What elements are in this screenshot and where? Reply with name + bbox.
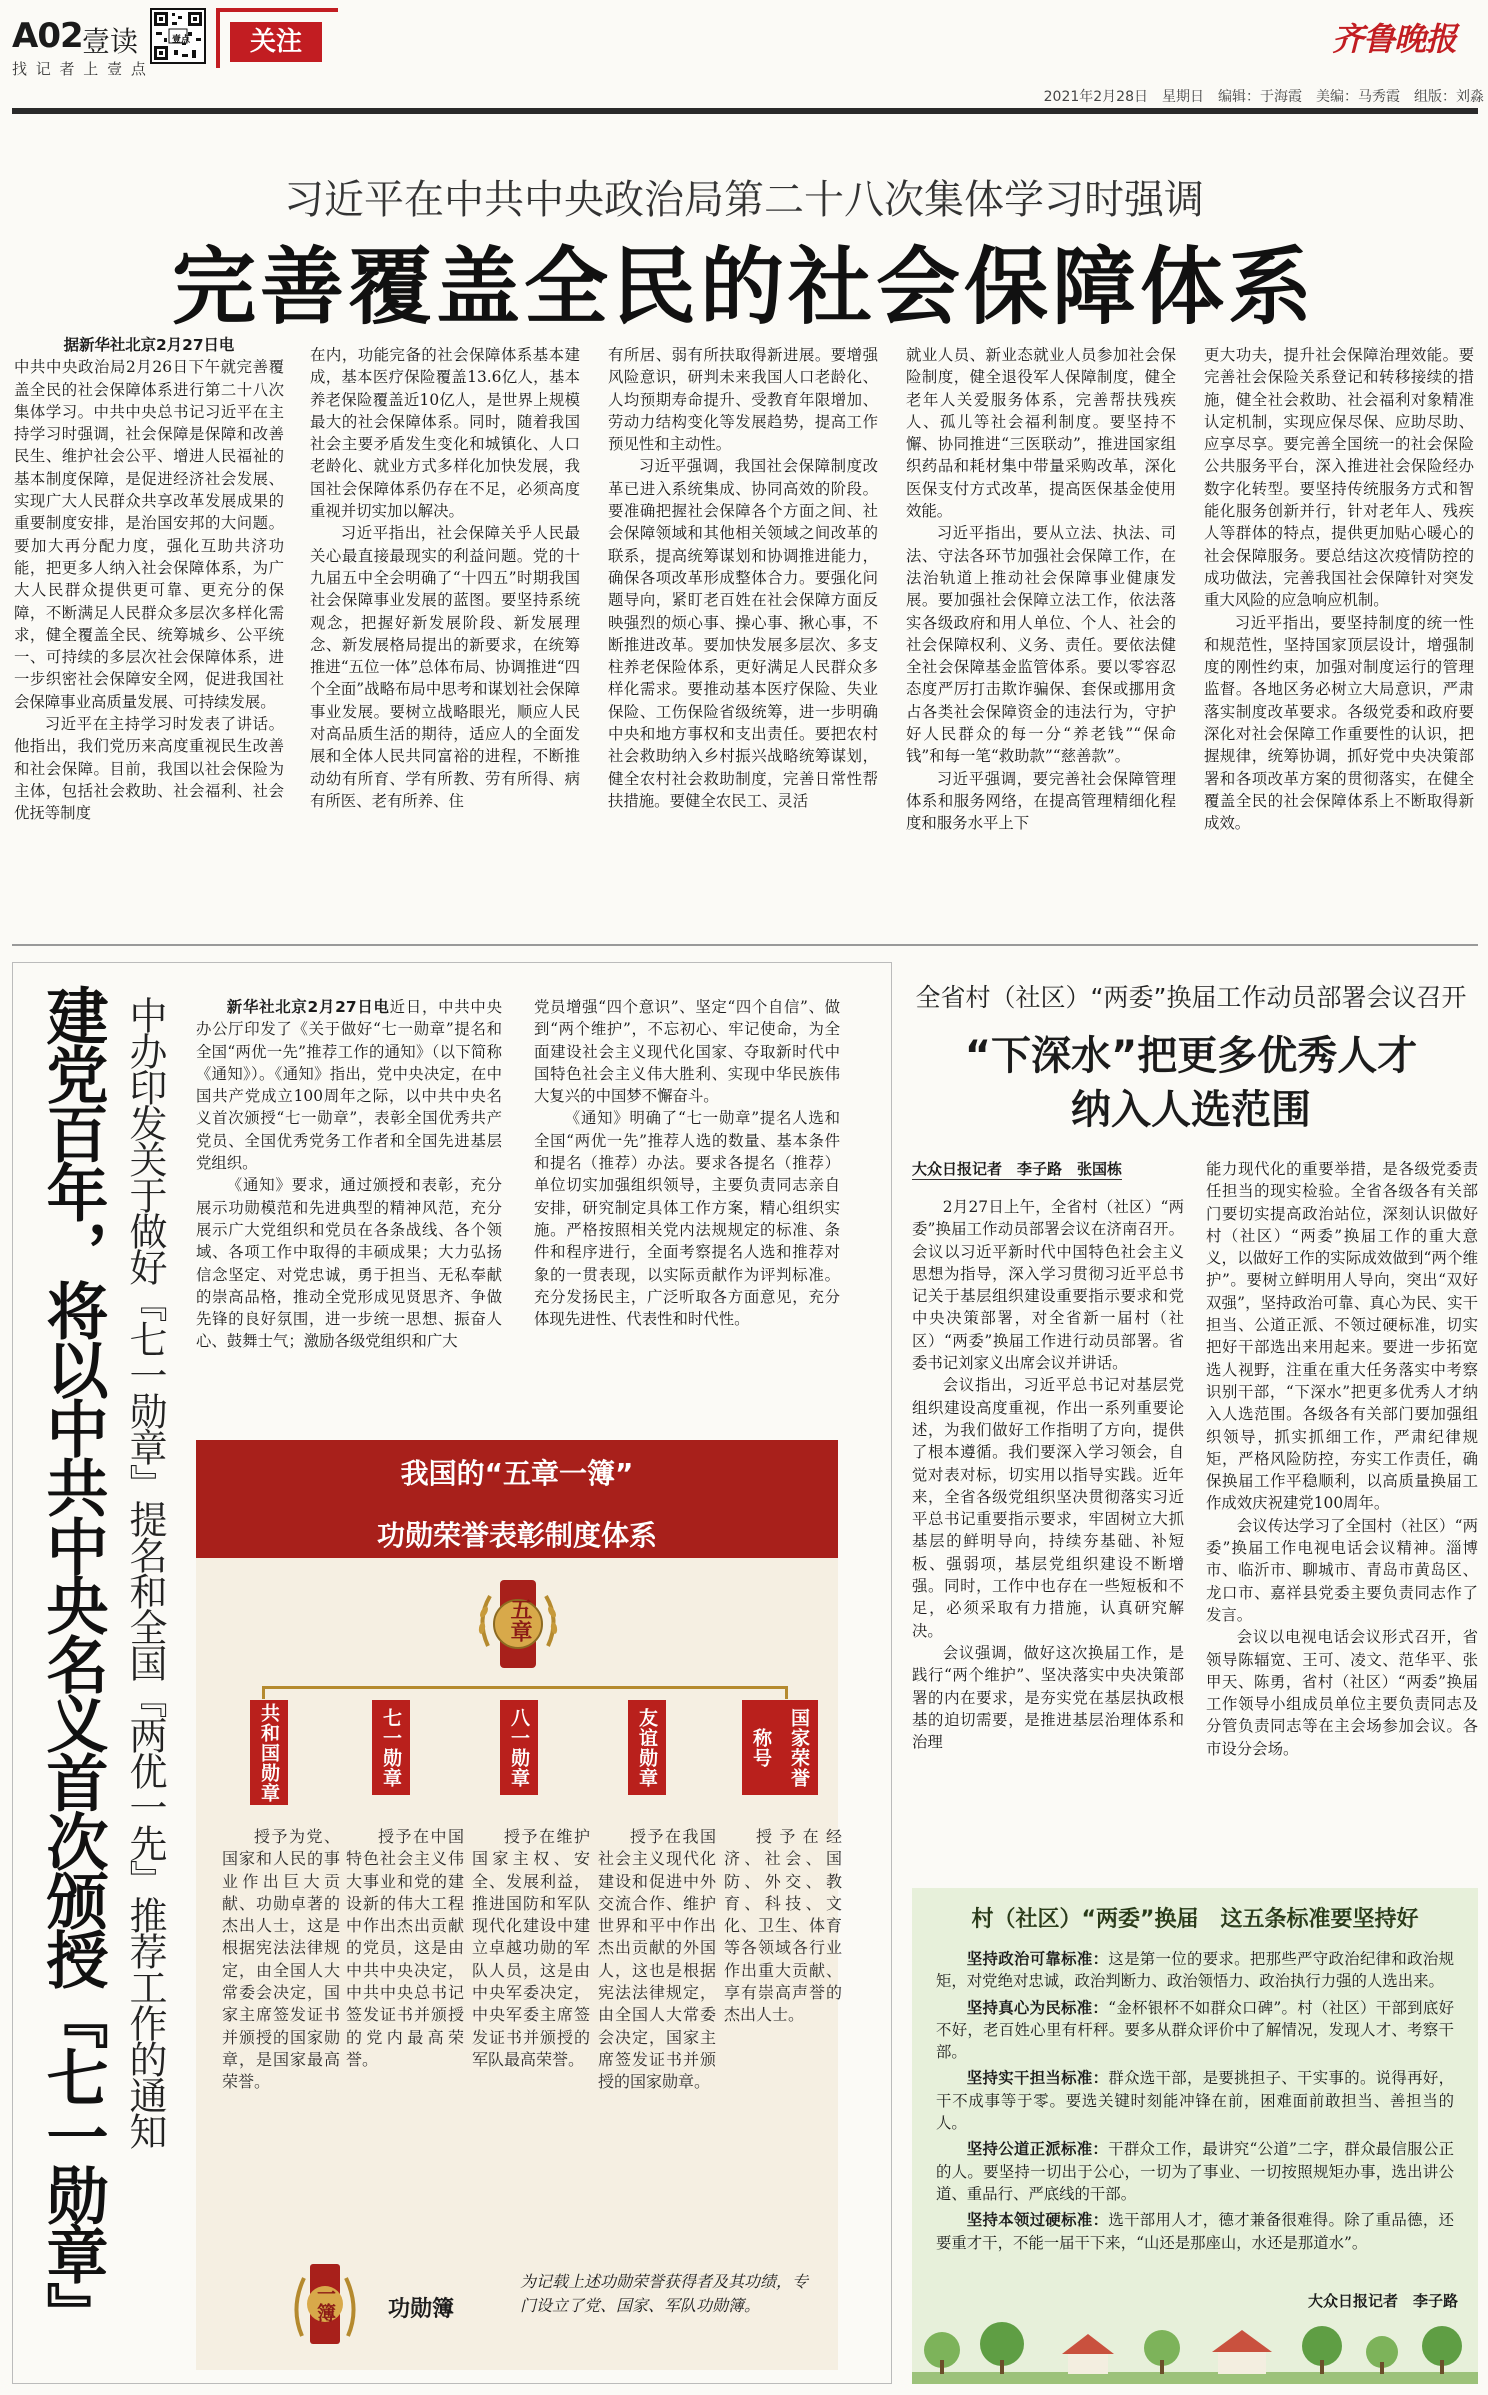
standard-text: 这是第一位的要求。把那些严守政治纪律和政治规矩，对党绝对忠诚，政治判断力、政治领悟力、政治执行力强的人选出来。 bbox=[936, 1950, 1454, 1991]
village-headline-line-1: “下深水”把更多优秀人才 bbox=[964, 1033, 1418, 1079]
page-number: A02 bbox=[12, 16, 83, 56]
qr-code[interactable] bbox=[150, 8, 206, 64]
medal-paragraph: 党员增强“四个意识”、坚定“四个自信”、做到“两个维护”，不忘初心、牢记使命，为全面建设社会主义现代化国家、夺取新时代中国特色社会主义伟大胜利、实现中华民族伟大复兴的中国梦不懈奋斗。 bbox=[534, 998, 840, 1106]
village-kicker: 全省村（社区）“两委”换届工作动员部署会议召开 bbox=[915, 983, 1467, 1012]
standard-label: 坚持本领过硬标准： bbox=[966, 2211, 1109, 2230]
medal-paragraph: 近日，中共中央办公厅印发了《关于做好“七一勋章”提名和全国“两优一先”推荐工作的通知》（以下简称《通知》）。《通知》指出，党中央决定，在中国共产党成立100周年之际，以中共中央名义首次颁授“七一勋章”，表彰全国优秀共产党员、全国优秀党务工作者和全国先进基层党组织。 bbox=[196, 998, 502, 1173]
honors-title-line-2: 功勋荣誉表彰制度体系 bbox=[376, 1519, 657, 1552]
lead-column-3 bbox=[608, 344, 878, 934]
lead-paragraph: 习近平指出，要从立法、执法、司法、守法各环节加强社会保障工作，在法治轨道上推动社会保障事业健康发展。要加强社会保障立法工作，依法落实各级政府和用人单位、个人、社会的社会保障权利、义务、责任。要依法健全社会保障基金监管体系。要以零容忍态度严厉打击欺诈骗保、套保或挪用贪占各类社会保障资金的违法行为，守护好人民群众的每一分“养老钱”“保命钱”和每一笔“救助款”“慈善款”。 bbox=[906, 524, 1176, 766]
standard-text: 选干部用人才，德才兼备很难得。除了重品德，还要重才干，不能一届干下来，“山还是那座山，水还是那道水”。 bbox=[936, 2211, 1454, 2252]
column-tag: 关注 bbox=[230, 22, 322, 62]
standard-label: 坚持公道正派标准： bbox=[966, 2140, 1109, 2159]
medal-dateline: 新华社北京2月27日电 bbox=[226, 998, 390, 1016]
honor-description-text: 授予在经济、社会、国防、外交、教育、科技、文化、卫生、体育等各领域各行业作出重大贡献、享有崇高声誉的杰出人士。 bbox=[724, 1827, 842, 2025]
honor-description bbox=[222, 1826, 340, 2226]
lead-column-4 bbox=[906, 344, 1176, 934]
lead-kicker: 习近平在中共中央政治局第二十八次集体学习时强调 bbox=[284, 177, 1204, 223]
lead-dateline: 据新华社北京2月27日电 bbox=[63, 336, 235, 354]
honors-title-line-1: 我国的“五章一簿” bbox=[400, 1457, 634, 1490]
honor-description bbox=[472, 1826, 590, 2226]
masthead-slogan: 找 记 者 上 壹 点 bbox=[12, 60, 148, 78]
standard-item bbox=[936, 2209, 1454, 2254]
lead-column-1 bbox=[14, 334, 284, 934]
standards-byline: 大众日报记者 李子路 bbox=[1307, 2292, 1458, 2310]
standard-label: 坚持政治可靠标准： bbox=[966, 1950, 1109, 1968]
village-paragraph: 2月27日上午，全省村（社区）“两委”换届工作动员部署会议在济南召开。会议以习近平新时代中国特色社会主义思想为指导，深入学习贯彻习近平总书记关于基层组织建设重要指示要求和党中央决策部署，对全省新一届村（社区）“两委”换届工作进行动员部署。省委书记刘家义出席会议并讲话。 bbox=[912, 1198, 1184, 1373]
honors-connector bbox=[262, 1686, 788, 1699]
lead-headline: 完善覆盖全民的社会保障体系 bbox=[171, 238, 1316, 336]
lead-paragraph: 在内，功能完备的社会保障体系基本建成，基本医疗保险覆盖13.6亿人，基本养老保险覆盖近10亿人，是世界上规模最大的社会保障体系。同时，随着我国社会主要矛盾发生变化和城镇化、人口老龄化、就业方式多样化加快发展，我国社会保障体系仍存在不足，必须高度重视并切实加以解决。 bbox=[310, 346, 580, 521]
merit-book-title: 功勋簿 bbox=[388, 2297, 455, 2322]
lead-paragraph: 中共中央政治局2月26日下午就完善覆盖全民的社会保障体系进行第二十八次集体学习。中共中央总书记习近平在主持学习时强调，社会保障是保障和改善民生、维护社会公平、增进人民福祉的基本制度保障，是促进经济社会发展、实现广大人民群众共享改革发展成果的重要制度安排，是治国安邦的大问题。要加大再分配力度，强化互助共济功能，把更多人纳入社会保障体系，为广大人民群众提供更可靠、更充分的保障，不断满足人民群众多层次多样化需求，健全覆盖全民、统筹城乡、公平统一、可持续的多层次社会保障体系，进一步织密社会保障安全网，促进我国社会保障事业高质量发展、可持续发展。 bbox=[14, 358, 284, 711]
standards-title: 村（社区）“两委”换届 这五条标准要坚持好 bbox=[971, 1907, 1419, 1932]
standard-item bbox=[936, 2138, 1454, 2205]
five-medals-emblem bbox=[470, 1576, 566, 1676]
lead-paragraph: 就业人员、新业态就业人员参加社会保险制度，健全退役军人保障制度，健全老年人关爱服务体系，完善帮扶残疾人、孤儿等社会福利制度。要坚持不懈、协同推进“三医联动”，推进国家组织药品和耗材集中带量采购改革，深化医保支付方式改革，提高医保基金使用效能。 bbox=[906, 346, 1176, 521]
standards-box bbox=[912, 1888, 1478, 2384]
masthead-rule bbox=[12, 108, 1478, 114]
medal-paragraph: 《通知》要求，通过颁授和表彰，充分展示功勋模范和先进典型的精神风范，充分展示广大党组织和党员在各条战线、各个领域、各项工作中取得的丰硕成果；大力弘扬信念坚定、对党忠诚，勇于担当、无私奉献的崇高品格，推动全党形成见贤思齐、争做先锋的良好氛围，进一步统一思想、振奋人心、鼓舞士气；激励各级党组织和广大 bbox=[196, 1176, 502, 1351]
standard-text: 干群众工作，最讲究“公道”二字，群众最信服公正的人。要坚持一切出于公心，一切为了事业、一切按照规矩办事，选出讲公道、重品行、严底线的干部。 bbox=[936, 2140, 1454, 2203]
lead-paragraph: 习近平在主持学习时发表了讲话。他指出，我们党历来高度重视民生改善和社会保障。目前，我国以社会保险为主体，包括社会救助、社会福利、社会优抚等制度 bbox=[14, 715, 284, 823]
village-paragraph: 会议强调，做好这次换届工作，是践行“两个维护”、坚决落实中央决策部署的内在要求，是夯实党在基层执政根基的迫切需要，是推进基层治理体系和治理 bbox=[912, 1643, 1184, 1752]
honor-title: 共和国勋章 bbox=[250, 1700, 288, 1805]
lead-column-2 bbox=[310, 344, 580, 934]
standard-text: 群众选干部，是要挑担子、干实事的。说得再好，干不成事等于零。要选关键时刻能冲锋在前，困难面前敢担当、善担当的人。 bbox=[936, 2069, 1454, 2133]
medal-headline-main: 建党百年，将以中共中央名义首次颁授『七一勋章』 bbox=[36, 984, 109, 2341]
five-medals-label: 五章 bbox=[507, 1598, 532, 1642]
standard-item bbox=[936, 1948, 1454, 1993]
village-paragraph: 会议指出，习近平总书记对基层党组织建设高度重视，作出一系列重要论述，为我们做好工作指明了方向，提供了根本遵循。我们要深入学习领会，自觉对表对标，切实用以指导实践。近年来，全省各级党组织坚决贯彻落实习近平总书记重要指示要求，牢固树立大抓基层的鲜明导向，持续夯基础、补短板、强弱项，基层党组织建设不断增强。同时，工作中也存在一些短板和不足，必须采取有力措施，认真研究解决。 bbox=[912, 1376, 1184, 1640]
honor-description-text: 授予为党、国家和人民的事业作出巨大贡献、功勋卓著的杰出人士，这是根据宪法法律规定，由全国人大常委会决定，国家主席签发证书并颁授的国家勋章，是国家最高荣誉。 bbox=[222, 1827, 340, 2092]
merit-book-text: 为记载上述功勋荣誉获得者及其功绩，专门设立了党、国家、军队功勋簿。 bbox=[520, 2272, 809, 2315]
lead-paragraph: 习近平指出，要坚持制度的统一性和规范性，坚持国家顶层设计，增强制度的刚性约束，加强对制度运行的管理监督。各地区务必树立大局意识，严肃落实制度改革要求。各级党委和政府要深化对社会保障工作重要性的认识，把握规律，统筹协调，抓好党中央决策部署和各项改革方案的贯彻落实，在健全覆盖全民的社会保障体系上不断取得新成效。 bbox=[1204, 613, 1474, 833]
medal-headline-sub: 中办印发关于做好『七一勋章』提名和全国『两优一先』推荐工作的通知 bbox=[123, 996, 167, 2148]
honor-description-text: 授予在中国特色社会主义伟大事业和党的建设新的伟大工程中作出杰出贡献的党员，这是由中共中央决定，中共中央总书记签发证书并颁授的党内最高荣誉。 bbox=[346, 1827, 464, 2069]
paper-name-logo: 齐鲁晚报 bbox=[1332, 20, 1457, 58]
merit-book-label: 一簿 bbox=[314, 2284, 336, 2322]
medal-column-2 bbox=[534, 996, 840, 1418]
village-headline-line-2: 纳入人选范围 bbox=[1071, 1087, 1311, 1133]
qr-code-label: 壹点 bbox=[172, 35, 191, 45]
lead-paragraph: 习近平强调，我国社会保障制度改革已进入系统集成、协同高效的阶段。要准确把握社会保障各个方面之间、社会保障领域和其他相关领域之间改革的联系，提高统筹谋划和协调推进能力，确保各项改革形成整体合力。要强化问题导向，紧盯老百姓在社会保障方面反映强烈的烦心事、操心事、揪心事，不断推进改革。要加快发展多层次、多支柱养老保险体系，更好满足人民群众多样化需求。要推动基本医疗保险、失业保险、工伤保险省级统筹，进一步明确中央和地方事权和支出责任。要把农村社会救助纳入乡村振兴战略统筹谋划，健全农村社会救助制度，完善日常性帮扶措施。要健全农民工、灵活 bbox=[608, 457, 878, 810]
standard-item bbox=[936, 2067, 1454, 2134]
honor-title: 八一勋章 bbox=[500, 1700, 538, 1795]
honor-title: 七一勋章 bbox=[372, 1700, 410, 1795]
merit-book-emblem bbox=[290, 2258, 360, 2348]
village-paragraph: 能力现代化的重要举措，是各级党委责任担当的现实检验。全省各级各有关部门要切实提高政治站位，深刻认识做好村（社区）“两委”换届工作的重大意义，以做好工作的实际成效做到“两个维护”。要树立鲜明用人导向，突出“双好双强”，坚持政治可靠、真心为民、实干担当、公道正派、不领过硬标准，切实把好干部选出来用起来。要进一步拓宽选人视野，注重在重大任务落实中考察识别干部，“下深水”把更多优秀人才纳入人选范围。各级各有关部门要加强组织领导，抓实抓细工作，严肃纪律规矩，严格风险防控，夯实工作责任，确保换届工作平稳顺利，以高质量换届工作成效庆祝建党100周年。 bbox=[1206, 1160, 1478, 1513]
honor-description-text: 授予在我国社会主义现代化建设和促进中外交流合作、维护世界和平中作出杰出贡献的外国人，这也是根据宪法法律规定，由全国人大常委会决定，国家主席签发证书并颁授的国家勋章。 bbox=[598, 1827, 716, 2092]
village-illustration-icon bbox=[912, 2316, 1478, 2384]
village-byline: 大众日报记者 李子路 张国栋 bbox=[912, 1160, 1123, 1178]
honor-description bbox=[346, 1826, 464, 2226]
village-paragraph: 会议以电视电话会议形式召开，省领导陈辐宽、王可、凌文、范华平、张甲天、陈勇，省村（社区）“两委”换届工作领导小组成员单位主要负责同志及分管负责同志等在主会场参加会议。各市设分会场。 bbox=[1206, 1628, 1478, 1758]
lead-column-5 bbox=[1204, 344, 1474, 934]
village-column-1 bbox=[912, 1196, 1184, 1876]
lead-bottom-rule bbox=[12, 944, 1478, 946]
honor-title: 国家荣誉称号 bbox=[742, 1700, 818, 1795]
honor-description bbox=[598, 1826, 716, 2226]
medal-paragraph: 《通知》明确了“七一勋章”提名人选和全国“两优一先”推荐人选的数量、基本条件和提名（推荐）办法。要求各提名（推荐）单位切实加强组织领导，主要负责同志亲自安排，研究制定具体工作方案，精心组织实施。严格按照相关党内法规规定的标准、条件和程序进行，全面考察提名人选和推荐对象的一贯表现，以实际贡献作为评判标准。充分发扬民主，广泛听取各方面意见，充分体现先进性、代表性和时代性。 bbox=[534, 1109, 840, 1329]
lead-paragraph: 习近平强调，要完善社会保障管理体系和服务网络，在提高管理精细化程度和服务水平上下 bbox=[906, 769, 1176, 833]
standards-list bbox=[936, 1948, 1454, 2258]
honor-title: 友谊勋章 bbox=[628, 1700, 666, 1795]
honor-description bbox=[724, 1826, 842, 2226]
section-name: 壹读 bbox=[82, 25, 139, 58]
honor-description-text: 授予在维护国家主权、安全、发展利益，推进国防和军队现代化建设中建立卓越功勋的军队人员，这是由中央军委决定，中央军委主席签发证书并颁授的军队最高荣誉。 bbox=[472, 1827, 590, 2069]
medal-column-1 bbox=[196, 996, 502, 1418]
issue-info-line: 2021年2月28日 星期日 编辑：于海霞 美编：马秀霞 组版：刘淼 bbox=[1043, 89, 1484, 105]
village-paragraph: 会议传达学习了全国村（社区）“两委”换届工作电视电话会议精神。淄博市、临沂市、聊城市、青岛市黄岛区、龙口市、嘉祥县党委主要负责同志作了发言。 bbox=[1206, 1516, 1478, 1624]
lead-paragraph: 有所居、弱有所扶取得新进展。要增强风险意识，研判未来我国人口老龄化、人均预期寿命提升、受教育年限增加、劳动力结构变化等发展趋势，提高工作预见性和主动性。 bbox=[608, 346, 878, 454]
standard-text: “金杯银杯不如群众口碑”。村（社区）干部到底好不好，老百姓心里有杆秤。要多从群众评价中了解情况，发现人才、考察干部。 bbox=[936, 1998, 1454, 2062]
standard-label: 坚持真心为民标准： bbox=[966, 1998, 1109, 2017]
standard-item bbox=[936, 1997, 1454, 2064]
lead-paragraph: 习近平指出，社会保障关乎人民最关心最直接最现实的利益问题。党的十九届五中全会明确了“十四五”时期我国社会保障事业发展的蓝图。要坚持系统观念，把握好新发展阶段、新发展理念、新发展格局提出的新要求，在统筹推进“五位一体”总体布局、协调推进“四个全面”战略布局中思考和谋划社会保障事业发展。要树立战略眼光，顺应人民对高品质生活的期待，适应人的全面发展和全体人民共同富裕的进程，不断推动幼有所育、学有所教、劳有所得、病有所医、老有所养、住 bbox=[310, 524, 580, 810]
village-column-2 bbox=[1206, 1158, 1478, 1876]
standard-label: 坚持实干担当标准： bbox=[966, 2069, 1109, 2088]
lead-paragraph: 更大功夫，提升社会保障治理效能。要完善社会保险关系登记和转移接续的措施，健全社会救助、社会福利对象精准认定机制，实现应保尽保、应助尽助、应享尽享。要完善全国统一的社会保险公共服务平台，深入推进社会保险经办数字化转型。要坚持传统服务方式和智能化服务创新并行，针对老年人、残疾人等群体的特点，提供更加贴心暖心的社会保障服务。要总结这次疫情防控的成功做法，完善我国社会保障针对突发重大风险的应急响应机制。 bbox=[1204, 346, 1474, 610]
